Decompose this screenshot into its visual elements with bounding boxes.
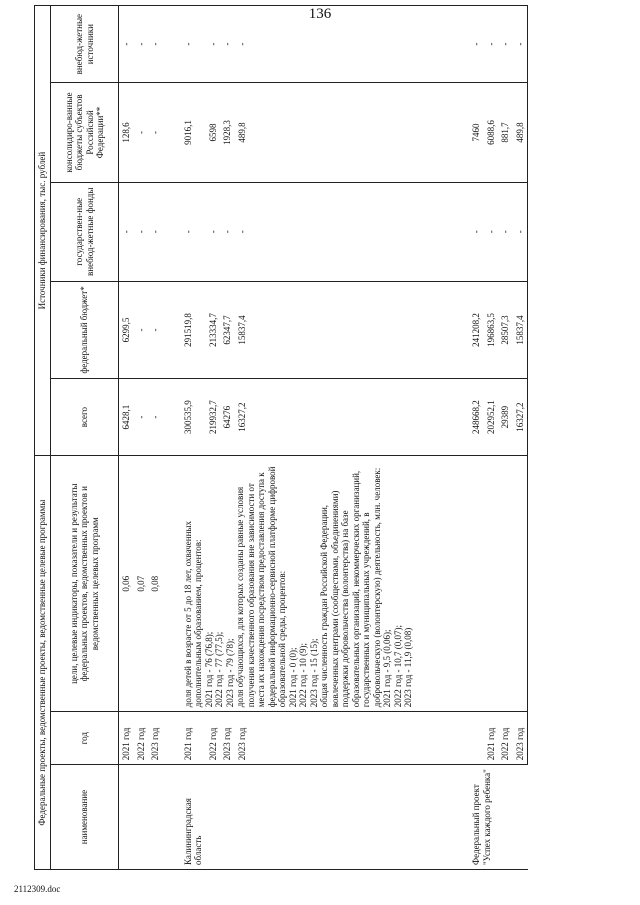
funds-cell: - bbox=[484, 182, 499, 281]
table-row bbox=[513, 6, 528, 870]
regional-cell: 1928,3 bbox=[220, 83, 235, 182]
funds-cell: - bbox=[469, 182, 484, 281]
header-group-projects: Федеральные проекты, ведомственные проекты, ведомственные целевые программы bbox=[35, 456, 51, 870]
year-cell: 2023 год bbox=[235, 712, 250, 765]
funds-cell: - bbox=[134, 182, 149, 281]
table-row bbox=[469, 6, 484, 870]
funds-cell: - bbox=[181, 182, 206, 281]
funds-cell: - bbox=[220, 182, 235, 281]
federal-cell: 6299,5 bbox=[119, 281, 134, 378]
regional-cell: 881,7 bbox=[498, 83, 513, 182]
indicator-value: 0,08 bbox=[148, 456, 163, 712]
federal-cell: 15837,4 bbox=[513, 281, 528, 378]
other-cell: - bbox=[484, 6, 499, 83]
total-cell: - bbox=[134, 379, 149, 456]
header-name: наименование bbox=[51, 765, 119, 870]
table-row bbox=[119, 6, 134, 870]
federal-cell: 62347,7 bbox=[220, 281, 235, 378]
year-cell: 2022 год bbox=[498, 712, 513, 765]
year-cell: 2023 год bbox=[513, 712, 528, 765]
header-indicators: цели, целевые индикаторы, показатели и результаты федеральных проектов, ведомственных проектов и ведомственных целевых программ bbox=[51, 456, 119, 712]
table-row bbox=[220, 6, 235, 870]
page-number: 136 bbox=[308, 6, 332, 22]
year-cell: 2021 год bbox=[484, 712, 499, 765]
total-cell: 64276 bbox=[220, 379, 235, 456]
region-name: Калининградская область bbox=[181, 765, 206, 870]
doc-code: 2112309.doc bbox=[14, 884, 61, 894]
other-cell: - bbox=[119, 6, 134, 83]
table-row bbox=[148, 6, 163, 870]
regional-cell: 7460 bbox=[469, 83, 484, 182]
other-cell: - bbox=[206, 6, 221, 83]
other-cell: - bbox=[220, 6, 235, 83]
header-funds: государствен-ные внебюд-жетные фонды bbox=[51, 182, 119, 281]
total-cell: 300535,9 bbox=[181, 379, 206, 456]
year-cell: 2022 год bbox=[134, 712, 149, 765]
header-total: всего bbox=[51, 379, 119, 456]
total-cell: 16327,2 bbox=[235, 379, 250, 456]
funds-cell: - bbox=[513, 182, 528, 281]
regional-cell: 489,8 bbox=[235, 83, 250, 182]
other-cell: - bbox=[181, 6, 206, 83]
header-other: внебюд-жетные источники bbox=[51, 6, 119, 83]
federal-cell: 291519,8 bbox=[181, 281, 206, 378]
year-cell: 2021 год bbox=[181, 712, 206, 765]
rotated-table-area bbox=[34, 5, 614, 870]
table-row bbox=[134, 6, 149, 870]
other-cell: - bbox=[513, 6, 528, 83]
table-row bbox=[235, 6, 250, 870]
total-cell: 219932,7 bbox=[206, 379, 221, 456]
year-cell: 2023 год bbox=[220, 712, 235, 765]
regional-cell: 489,8 bbox=[513, 83, 528, 182]
year-cell bbox=[469, 712, 484, 765]
table-body bbox=[119, 6, 528, 870]
federal-cell: 28507,3 bbox=[498, 281, 513, 378]
header-regional: консолидиро-ванные бюджеты субъектов Российской Федерации** bbox=[51, 83, 119, 182]
total-cell: 248668,2 bbox=[469, 379, 484, 456]
other-cell: - bbox=[235, 6, 250, 83]
federal-cell: 213334,7 bbox=[206, 281, 221, 378]
funds-cell: - bbox=[235, 182, 250, 281]
federal-cell: - bbox=[148, 281, 163, 378]
header-federal: федеральный бюджет* bbox=[51, 281, 119, 378]
funding-table bbox=[34, 5, 528, 870]
table-row bbox=[484, 6, 499, 870]
table-row bbox=[181, 6, 206, 870]
total-cell: 29389 bbox=[498, 379, 513, 456]
project-name: Федеральный проект "Успех каждого ребенка" bbox=[469, 765, 528, 870]
header-year: год bbox=[51, 712, 119, 765]
regional-cell: 6088,6 bbox=[484, 83, 499, 182]
table-header bbox=[35, 6, 119, 870]
other-cell: - bbox=[498, 6, 513, 83]
other-cell: - bbox=[134, 6, 149, 83]
total-cell: 6428,1 bbox=[119, 379, 134, 456]
regional-cell: - bbox=[134, 83, 149, 182]
total-cell: 16327,2 bbox=[513, 379, 528, 456]
federal-cell: 196863,5 bbox=[484, 281, 499, 378]
funds-cell: - bbox=[206, 182, 221, 281]
indicator-value: 0,06 bbox=[119, 456, 134, 712]
table-row bbox=[206, 6, 221, 870]
year-cell: 2023 год bbox=[148, 712, 163, 765]
year-cell: 2021 год bbox=[119, 712, 134, 765]
regional-cell: 6598 bbox=[206, 83, 221, 182]
regional-cell: 128,6 bbox=[119, 83, 134, 182]
funds-cell: - bbox=[119, 182, 134, 281]
other-cell: - bbox=[148, 6, 163, 83]
federal-cell: 241208,2 bbox=[469, 281, 484, 378]
regional-cell: - bbox=[148, 83, 163, 182]
federal-cell: - bbox=[134, 281, 149, 378]
indicator-value: 0,07 bbox=[134, 456, 149, 712]
total-cell: - bbox=[148, 379, 163, 456]
funds-cell: - bbox=[148, 182, 163, 281]
funds-cell: - bbox=[498, 182, 513, 281]
total-cell: 202952,1 bbox=[484, 379, 499, 456]
indicator-list: доля детей в возрасте от 5 до 18 лет, охваченных дополнительным образованием, процентов: 2021 год - 76 (76,8); 2022 год - 77 (77,5); 2023 год - 79 (78); доля обучающихся, для которых созданы равные условия получения качественного образования вне зависимости от места их нахождения посредством предоставления доступа к федеральной информационно-сервисной платформе цифровой образовательной среды, процентов: 2021 год - 0 (0); 2022 год - 10 (9); 2023 год - 15 (15); общая численность граждан Российской Федерации, вовлеченных центрами (сообществами, объединениями) поддержки добровольчества (волонтерства) на базе образовательных организаций, некоммерческих организаций, государственных и муниципальных учреждений, в добровольческую (волонтерскую) деятельность, млн. человек: 2021 год - 9,5 (0,06); 2022 год - 10,7 (0,07); 2023 год - 11,9 (0,08) bbox=[181, 456, 470, 712]
regional-cell: 9016,1 bbox=[181, 83, 206, 182]
year-cell: 2022 год bbox=[206, 712, 221, 765]
table-row bbox=[498, 6, 513, 870]
other-cell: - bbox=[469, 6, 484, 83]
federal-cell: 15837,4 bbox=[235, 281, 250, 378]
header-group-funding: Источники финансирования, тыс. рублей bbox=[35, 6, 51, 456]
